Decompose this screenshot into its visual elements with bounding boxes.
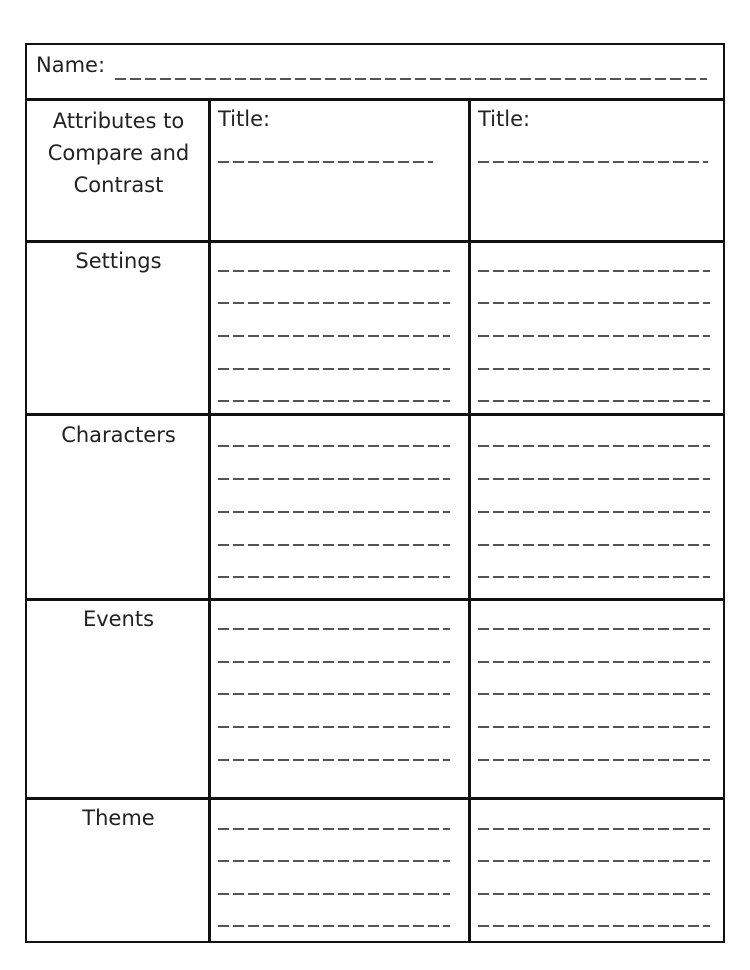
title-label-2: Title: xyxy=(478,107,531,131)
title-input-line-2[interactable] xyxy=(478,161,708,163)
row-divider xyxy=(27,413,723,416)
writing-line[interactable] xyxy=(218,628,450,630)
row-divider xyxy=(27,98,723,101)
writing-line[interactable] xyxy=(218,925,450,927)
writing-line[interactable] xyxy=(218,400,450,402)
writing-line[interactable] xyxy=(218,544,450,546)
row-divider xyxy=(27,797,723,800)
writing-line[interactable] xyxy=(478,511,710,513)
attributes-header: Attributes to Compare and Contrast xyxy=(47,109,190,197)
writing-line[interactable] xyxy=(478,925,710,927)
writing-line[interactable] xyxy=(218,368,450,370)
writing-line[interactable] xyxy=(478,628,710,630)
writing-line[interactable] xyxy=(218,335,450,337)
writing-line[interactable] xyxy=(218,576,450,578)
column-divider xyxy=(468,100,471,941)
writing-line[interactable] xyxy=(478,893,710,895)
writing-line[interactable] xyxy=(478,759,710,761)
title-label-1: Title: xyxy=(218,107,271,131)
writing-line[interactable] xyxy=(478,335,710,337)
writing-line[interactable] xyxy=(478,302,710,304)
row-divider xyxy=(27,240,723,243)
writing-line[interactable] xyxy=(218,860,450,862)
writing-line[interactable] xyxy=(218,893,450,895)
writing-line[interactable] xyxy=(478,828,710,830)
row-label-characters: Characters xyxy=(61,423,176,447)
row-label-events: Events xyxy=(82,607,155,631)
name-label: Name: xyxy=(36,53,106,77)
writing-line[interactable] xyxy=(218,661,450,663)
writing-line[interactable] xyxy=(478,400,710,402)
row-label-settings: Settings xyxy=(75,249,162,273)
writing-line[interactable] xyxy=(478,478,710,480)
writing-line[interactable] xyxy=(218,511,450,513)
writing-line[interactable] xyxy=(478,693,710,695)
writing-line[interactable] xyxy=(218,445,450,447)
writing-line[interactable] xyxy=(478,661,710,663)
name-input-line[interactable] xyxy=(115,78,707,80)
writing-line[interactable] xyxy=(218,759,450,761)
writing-line[interactable] xyxy=(218,302,450,304)
title-input-line-1[interactable] xyxy=(218,161,433,163)
writing-line[interactable] xyxy=(478,860,710,862)
writing-line[interactable] xyxy=(218,693,450,695)
writing-line[interactable] xyxy=(478,270,710,272)
row-divider xyxy=(27,598,723,601)
row-label-theme: Theme xyxy=(82,806,155,830)
writing-line[interactable] xyxy=(478,544,710,546)
writing-line[interactable] xyxy=(478,445,710,447)
writing-line[interactable] xyxy=(478,576,710,578)
writing-line[interactable] xyxy=(478,726,710,728)
compare-contrast-table xyxy=(25,43,725,943)
writing-line[interactable] xyxy=(478,368,710,370)
writing-line[interactable] xyxy=(218,270,450,272)
writing-line[interactable] xyxy=(218,726,450,728)
writing-line[interactable] xyxy=(218,828,450,830)
writing-line[interactable] xyxy=(218,478,450,480)
